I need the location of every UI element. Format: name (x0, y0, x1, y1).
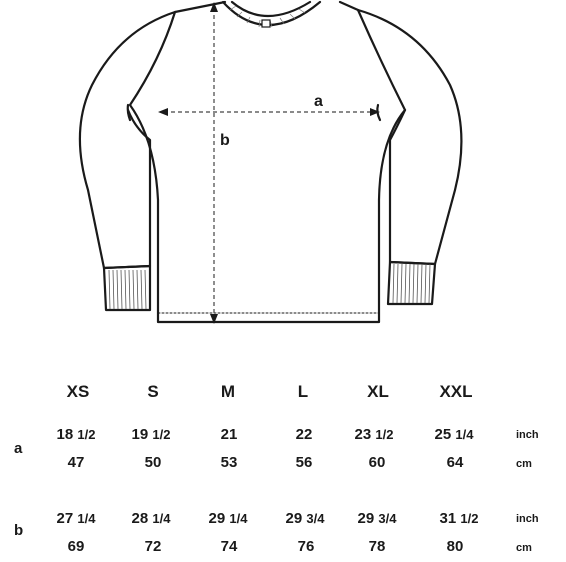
row-a-inch-unit: inch (516, 429, 539, 441)
row-a-inch-l: 22 (295, 426, 313, 443)
row-b-inch-xs: 27 1/4 (56, 510, 96, 527)
row-b-inch-xxl: 31 1/2 (439, 510, 479, 527)
measure-b-label: b (220, 132, 230, 149)
row-a-cm-s: 50 (144, 454, 162, 471)
row-b-inch-m: 29 1/4 (208, 510, 248, 527)
row-b-inch-xl: 29 3/4 (357, 510, 397, 527)
row-b-cm-xs: 69 (67, 538, 85, 555)
row-a-cm-unit: cm (516, 458, 532, 470)
row-a-inch-m: 21 (220, 426, 238, 443)
size-xs: XS (66, 382, 90, 401)
row-a-inch-xxl: 25 1/4 (434, 426, 474, 443)
row-b-cm-unit: cm (516, 542, 532, 554)
row-a-label: a (14, 440, 23, 457)
row-b-cm-l: 76 (297, 538, 315, 555)
right-cuff (388, 262, 435, 304)
row-b-cm-xl: 78 (368, 538, 386, 555)
row-a-cm-xs: 47 (67, 454, 85, 471)
size-xxl: XXL (439, 382, 473, 401)
row-a-cm-l: 56 (295, 454, 313, 471)
row-b-inch-s: 28 1/4 (131, 510, 171, 527)
collar-inner (232, 2, 310, 16)
row-a-cm-xl: 60 (368, 454, 386, 471)
row-b-inch-l: 29 3/4 (285, 510, 325, 527)
row-b-inch-unit: inch (516, 513, 539, 525)
measure-a-label: a (314, 93, 323, 110)
row-a-cm-m: 53 (220, 454, 238, 471)
left-cuff (104, 266, 150, 310)
right-sleeve-outline (358, 10, 461, 264)
row-b-cm-xxl: 80 (446, 538, 464, 555)
shirt-body-outline (130, 2, 405, 322)
row-a-cm-xxl: 64 (446, 454, 464, 471)
row-a-inch-xs: 18 1/2 (56, 426, 96, 443)
row-b-cm-s: 72 (144, 538, 162, 555)
row-a-inch-s: 19 1/2 (131, 426, 171, 443)
row-b-label: b (14, 522, 24, 539)
size-xl: XL (367, 382, 389, 401)
row-b-cm-m: 74 (220, 538, 238, 555)
size-s: S (147, 382, 159, 401)
size-m: M (220, 382, 236, 401)
row-a-inch-xl: 23 1/2 (354, 426, 394, 443)
size-l: L (297, 382, 309, 401)
